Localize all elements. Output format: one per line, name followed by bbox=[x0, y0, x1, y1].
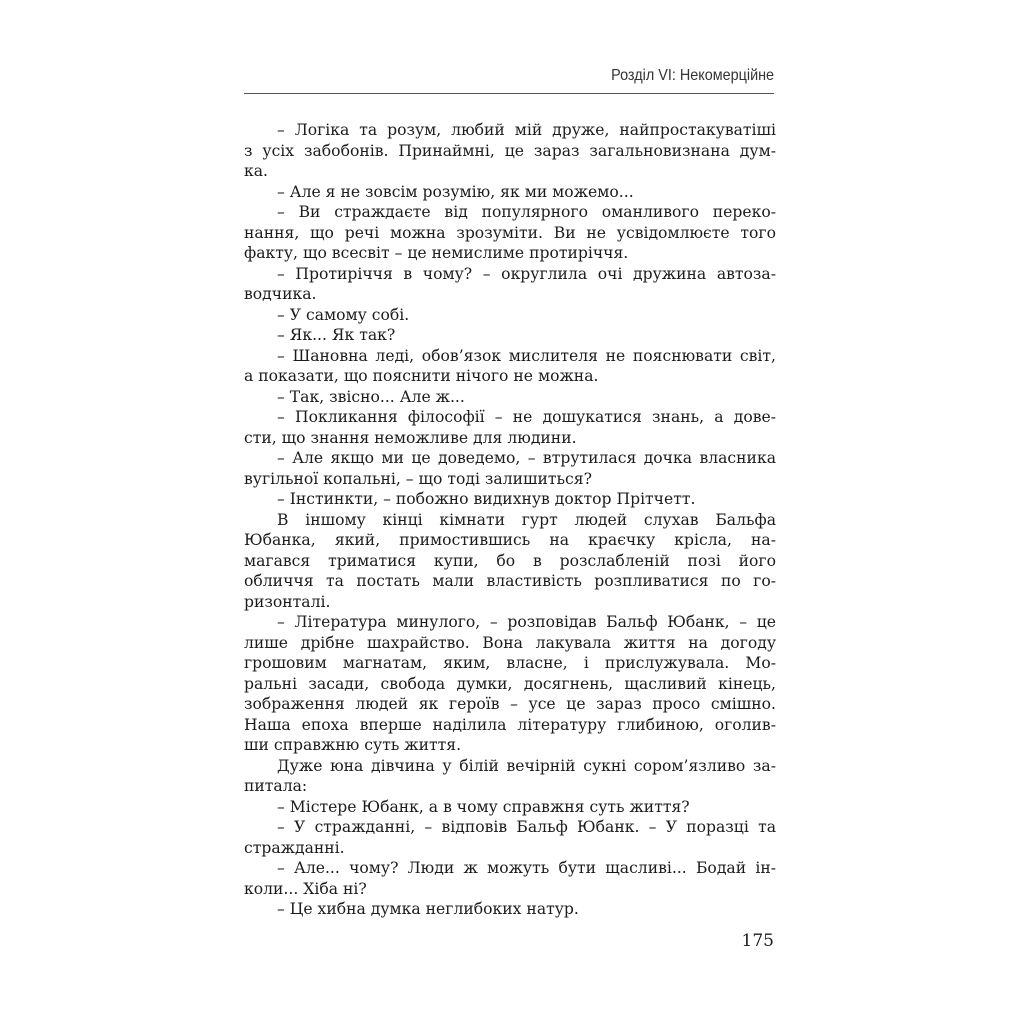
text-line: ши справжню суть життя. bbox=[244, 736, 462, 754]
text-line: ка. bbox=[244, 162, 268, 180]
text-line: – Містере Юбанк, а в чому справжня суть життя? bbox=[277, 797, 690, 816]
text-line: сти, що знання неможливе для людини. bbox=[244, 428, 577, 447]
text-line: лише дрібне шахрайство. Вона лакувала життя на догоду bbox=[244, 633, 776, 652]
text-line: ризонталі. bbox=[244, 592, 331, 611]
text-line: коли... Хіба ні? bbox=[244, 879, 367, 898]
text-line: – Так, звісно... Але ж... bbox=[277, 387, 465, 406]
text-line: магався триматися купи, бо в розслабленій позі його bbox=[244, 551, 776, 570]
text-line: а показати, що пояснити нічого не можна. bbox=[244, 367, 599, 385]
text-line: – Але я не зовсім розумію, як ми можемо... bbox=[277, 182, 634, 201]
running-header bbox=[244, 66, 774, 94]
text-line: – У самому собі. bbox=[277, 305, 410, 324]
text-line: Наша епоха вперше наділила літературу глибиною, оголив- bbox=[244, 715, 776, 734]
chapter-title: Розділ VI: Некомерційне bbox=[611, 67, 774, 84]
text-line: – Ви страждаєте від популярного оманливого переко- bbox=[277, 203, 776, 221]
text-line: – Логіка та розум, любий мій друже, найпростакуватіші bbox=[277, 121, 776, 139]
text-line: обличчя та постать мали властивість розпливатися по го- bbox=[244, 572, 776, 590]
text-line: В іншому кінці кімнати гурт людей слухав Бальфа bbox=[277, 510, 776, 529]
text-line: Юбанка, який, примостившись на краєчку крісла, на- bbox=[244, 531, 776, 549]
text-line: з усіх забобонів. Принаймні, це зараз загальновизнана дум- bbox=[244, 141, 776, 160]
text-line: факту, що всесвіт – це немислиме протиріччя. bbox=[244, 244, 629, 262]
text-line: зображення людей як героїв – усе це зараз просо смішно. bbox=[244, 695, 776, 713]
text-line: – Інстинкти, – побожно видихнув доктор Прітчетт. bbox=[277, 490, 696, 508]
page-number: 175 bbox=[741, 931, 774, 951]
text-line: – У стражданні, – відповів Бальф Юбанк. – У поразці та bbox=[277, 818, 776, 836]
text-line: питала: bbox=[244, 777, 308, 795]
text-line: водчика. bbox=[244, 285, 317, 303]
text-line: – Це хибна думка неглибоких натур. bbox=[277, 900, 579, 918]
page-body-text bbox=[244, 120, 776, 920]
text-line: ральні засади, свобода думки, досягнень, щасливий кінець, bbox=[244, 674, 776, 693]
text-line: – Але... чому? Люди ж можуть бути щасливі... Бодай ін- bbox=[277, 859, 776, 877]
text-line: – Покликання філософії – не дошукатися знань, а дове- bbox=[277, 408, 776, 426]
text-line: – Але якщо ми це доведемо, – втрутилася дочка власника bbox=[277, 449, 776, 467]
text-line: Дуже юна дівчина у білій вечірній сукні сором’язливо за- bbox=[277, 756, 776, 775]
text-line: – Протиріччя в чому? – округлила очі дружина автоза- bbox=[277, 264, 776, 283]
text-line: нання, що речі можна зрозуміти. Ви не усвідомлюєте того bbox=[244, 223, 776, 242]
text-line: – Література минулого, – розповідав Бальф Юбанк, – це bbox=[277, 613, 776, 631]
text-line: – Як... Як так? bbox=[277, 326, 396, 344]
text-line: стражданні. bbox=[244, 838, 345, 857]
text-line: – Шановна леді, обов’язок мислителя не пояснювати світ, bbox=[277, 346, 776, 365]
text-line: вугільної копальні, – що тоді залишиться? bbox=[244, 469, 592, 488]
text-line: грошовим магнатам, яким, власне, і прислужувала. Мо- bbox=[244, 654, 776, 672]
